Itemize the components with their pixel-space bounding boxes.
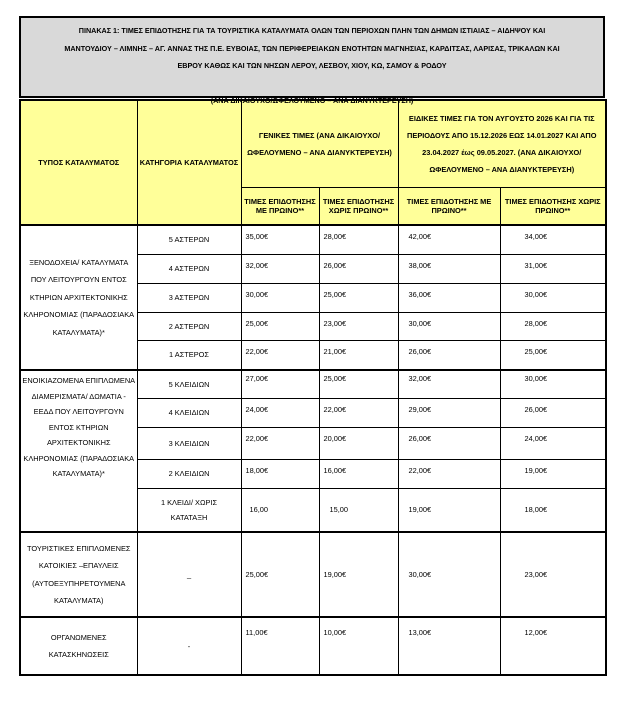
value-cell: 38,00€ <box>398 254 500 283</box>
category-cell: 4 ΑΣΤΕΡΩΝ <box>137 254 241 283</box>
accommodation-type: ΤΟΥΡΙΣΤΙΚΕΣ ΕΠΙΠΛΩΜΕΝΕΣ ΚΑΤΟΙΚΙΕΣ –ΕΠΑΥΛΕΙΣ (ΑΥΤΟΕΞΥΠΗΡΕΤΟΥΜΕΝΑ ΚΑΤΑΛΥΜΑΤΑ) <box>20 532 137 617</box>
table-row <box>20 225 606 254</box>
value-cell: 25,00€ <box>319 370 398 398</box>
category-cell: 2 ΑΣΤΕΡΩΝ <box>137 312 241 340</box>
category-cell: 5 ΑΣΤΕΡΩΝ <box>137 225 241 254</box>
value-cell: 30,00€ <box>500 283 606 312</box>
value-cell: 20,00€ <box>319 427 398 459</box>
value-cell: 29,00€ <box>398 398 500 427</box>
value-cell: 21,00€ <box>319 340 398 370</box>
category-cell: - <box>137 617 241 675</box>
header-general-prices: ΓΕΝΙΚΕΣ ΤΙΜΕΣ (ΑΝΑ ΔΙΚΑΙΟΥΧΟ/ΩΦΕΛΟΥΜΕΝΟ – ΑΝΑ ΔΙΑΝΥΚΤΕΡΕΥΣΗ) <box>241 100 398 187</box>
header-general-without-breakfast: ΤΙΜΕΣ ΕΠΙΔΟΤΗΣΗΣ ΧΩΡΙΣ ΠΡΩΙΝΟ** <box>319 187 398 225</box>
accommodation-type: ΞΕΝΟΔΟΧΕΙΑ/ ΚΑΤΑΛΥΜΑΤΑ ΠΟΥ ΛΕΙΤΟΥΡΓΟΥΝ ΕΝΤΟΣ ΚΤΗΡΙΩΝ ΑΡΧΙΤΕΚΤΟΝΙΚΗΣ ΚΛΗΡΟΝΟΜΙΑΣ (ΠΑΡΑΔΟΣΙΑΚΑ ΚΑΤΑΛΥΜΑΤΑ)* <box>20 225 137 370</box>
value-cell: 16,00 <box>241 488 319 532</box>
value-cell: 28,00€ <box>319 225 398 254</box>
title-line: ΠΙΝΑΚΑΣ 1: ΤΙΜΕΣ ΕΠΙΔΟΤΗΣΗΣ ΓΙΑ ΤΑ ΤΟΥΡΙΣΤΙΚΑ ΚΑΤΑΛΥΜΑΤΑ ΟΛΩΝ ΤΩΝ ΠΕΡΙΟΧΩΝ ΠΛΗΝ ΤΩΝ ΔΗΜΩΝ ΙΣΤΙΑΙΑΣ – ΑΙΔΗΨΟΥ ΚΑΙ <box>78 26 546 35</box>
value-cell: 23,00€ <box>319 312 398 340</box>
header-general-with-breakfast: ΤΙΜΕΣ ΕΠΙΔΟΤΗΣΗΣ ΜΕ ΠΡΩΙΝΟ** <box>241 187 319 225</box>
value-cell: 27,00€ <box>241 370 319 398</box>
title-line: (ΑΝΑ ΔΙΚΑΙΟΥΧΟ/ΩΦΕΛΟΥΜΕΝΟ – ΑΝΑ ΔΙΑΝΥΚΤΕΡΕΥΣΗ) <box>210 96 414 105</box>
header-special-with-breakfast: ΤΙΜΕΣ ΕΠΙΔΟΤΗΣΗΣ ΜΕ ΠΡΩΙΝΟ** <box>398 187 500 225</box>
value-cell: 23,00€ <box>500 532 606 617</box>
value-cell: 25,00€ <box>241 532 319 617</box>
header-type: ΤΥΠΟΣ ΚΑΤΑΛΥΜΑΤΟΣ <box>20 100 137 225</box>
value-cell: 24,00€ <box>241 398 319 427</box>
value-cell: 15,00 <box>319 488 398 532</box>
value-cell: 19,00€ <box>319 532 398 617</box>
category-cell: 2 ΚΛΕΙΔΙΩΝ <box>137 459 241 488</box>
value-cell: 30,00€ <box>500 370 606 398</box>
value-cell: 31,00€ <box>500 254 606 283</box>
accommodation-type: ΟΡΓΑΝΩΜΕΝΕΣ ΚΑΤΑΣΚΗΝΩΣΕΙΣ <box>20 617 137 675</box>
value-cell: 26,00€ <box>398 427 500 459</box>
value-cell: 32,00€ <box>241 254 319 283</box>
subsidy-rates-table <box>19 99 607 676</box>
table-row <box>20 617 606 675</box>
value-cell: 36,00€ <box>398 283 500 312</box>
table-row <box>20 370 606 398</box>
table-title <box>19 16 605 105</box>
value-cell: 19,00€ <box>500 459 606 488</box>
title-line: ΕΒΡΟΥ ΚΑΘΩΣ ΚΑΙ ΤΩΝ ΝΗΣΩΝ ΛΕΡΟΥ, ΛΕΣΒΟΥ, ΧΙΟΥ, ΚΩ, ΣΑΜΟΥ & ΡΟΔΟΥ <box>177 61 447 70</box>
value-cell: 25,00€ <box>500 340 606 370</box>
category-cell: 3 ΑΣΤΕΡΩΝ <box>137 283 241 312</box>
header-category: ΚΑΤΗΓΟΡΙΑ ΚΑΤΑΛΥΜΑΤΟΣ <box>137 100 241 225</box>
category-cell: 3 ΚΛΕΙΔΙΩΝ <box>137 427 241 459</box>
value-cell: 18,00€ <box>241 459 319 488</box>
value-cell: 18,00€ <box>500 488 606 532</box>
value-cell: 16,00€ <box>319 459 398 488</box>
value-cell: 22,00€ <box>398 459 500 488</box>
value-cell: 11,00€ <box>241 617 319 675</box>
value-cell: 35,00€ <box>241 225 319 254</box>
value-cell: 22,00€ <box>241 340 319 370</box>
value-cell: 25,00€ <box>241 312 319 340</box>
value-cell: 13,00€ <box>398 617 500 675</box>
category-cell: 1 ΑΣΤΕΡΟΣ <box>137 340 241 370</box>
value-cell: 26,00€ <box>500 398 606 427</box>
value-cell: 19,00€ <box>398 488 500 532</box>
value-cell: 10,00€ <box>319 617 398 675</box>
value-cell: 25,00€ <box>319 283 398 312</box>
value-cell: 24,00€ <box>500 427 606 459</box>
category-cell: 5 ΚΛΕΙΔΙΩΝ <box>137 370 241 398</box>
title-line: ΜΑΝΤΟΥΔΙΟΥ – ΛΙΜΝΗΣ – ΑΓ. ΑΝΝΑΣ ΤΗΣ Π.Ε. ΕΥΒΟΙΑΣ, ΤΩΝ ΠΕΡΙΦΕΡΕΙΑΚΩΝ ΕΝΟΤΗΤΩΝ ΜΑΓΝΗΣΙΑΣ, ΚΑΡΔΙΤΣΑΣ, ΛΑΡΙΣΑΣ, ΤΡΙΚΑΛΩΝ ΚΑΙ <box>64 43 560 53</box>
value-cell: 28,00€ <box>500 312 606 340</box>
value-cell: 22,00€ <box>241 427 319 459</box>
value-cell: 34,00€ <box>500 225 606 254</box>
value-cell: 22,00€ <box>319 398 398 427</box>
title-line <box>27 75 597 93</box>
value-cell: 30,00€ <box>398 312 500 340</box>
category-cell: 4 ΚΛΕΙΔΙΩΝ <box>137 398 241 427</box>
header-special-prices: ΕΙΔΙΚΕΣ ΤΙΜΕΣ ΓΙΑ ΤΟΝ ΑΥΓΟΥΣΤΟ 2026 ΚΑΙ ΓΙΑ ΤΙΣ ΠΕΡΙΟΔΟΥΣ ΑΠΟ 15.12.2026 ΕΩΣ 14.01.2027 ΚΑΙ ΑΠΟ 23.04.2027 έως 09.05.2027. (ΑΝΑ ΔΙΚΑΙΟΥΧΟ/ΩΦΕΛΟΥΜΕΝΟ – ΑΝΑ ΔΙΑΝΥΚΤΕΡΕΥΣΗ) <box>398 100 606 187</box>
value-cell: 26,00€ <box>319 254 398 283</box>
category-cell: 1 ΚΛΕΙΔΙ/ ΧΩΡΙΣ ΚΑΤΑΤΑΞΗ <box>137 488 241 532</box>
value-cell: 12,00€ <box>500 617 606 675</box>
header-special-without-breakfast: ΤΙΜΕΣ ΕΠΙΔΟΤΗΣΗΣ ΧΩΡΙΣ ΠΡΩΙΝΟ** <box>500 187 606 225</box>
table-row <box>20 532 606 617</box>
value-cell: 30,00€ <box>398 532 500 617</box>
value-cell: 26,00€ <box>398 340 500 370</box>
category-cell: _ <box>137 532 241 617</box>
value-cell: 42,00€ <box>398 225 500 254</box>
value-cell: 30,00€ <box>241 283 319 312</box>
document-page <box>19 16 605 676</box>
value-cell: 32,00€ <box>398 370 500 398</box>
accommodation-type: ΕΝΟΙΚΙΑΖΟΜΕΝΑ ΕΠΙΠΛΩΜΕΝΑ ΔΙΑΜΕΡΙΣΜΑΤΑ/ ΔΩΜΑΤΙΑ - ΕΕΔΔ ΠΟΥ ΛΕΙΤΟΥΡΓΟΥΝ ΕΝΤΟΣ ΚΤΗΡΙΩΝ ΑΡΧΙΤΕΚΤΟΝΙΚΗΣ ΚΛΗΡΟΝΟΜΙΑΣ (ΠΑΡΑΔΟΣΙΑΚΑ ΚΑΤΑΛΥΜΑΤΑ)* <box>20 370 137 532</box>
